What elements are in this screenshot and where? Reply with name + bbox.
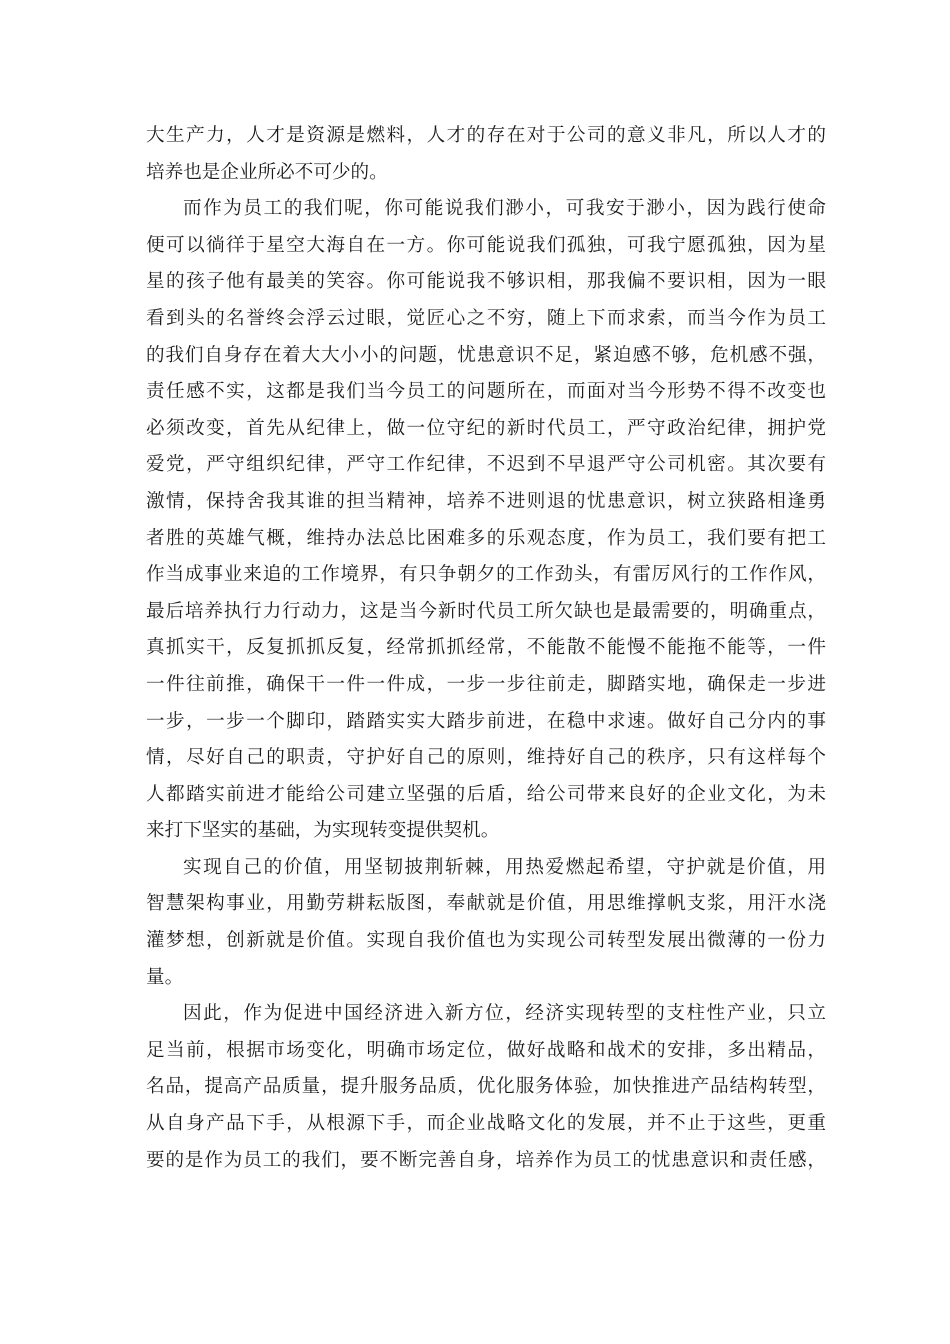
- text-line: 一步，一步一个脚印，踏踏实实大踏步前进，在稳中求速。做好自己分内的事: [146, 710, 826, 732]
- document-body: [146, 118, 826, 1179]
- text-line: 灌梦想，创新就是价值。实现自我价值也为实现公司转型发展出微薄的一份力: [146, 930, 826, 952]
- text-line: 要的是作为员工的我们，要不断完善自身，培养作为员工的忧患意识和责任感，: [146, 1149, 826, 1171]
- text-line: 足当前，根据市场变化，明确市场定位，做好战略和战术的安排，多出精品，: [146, 1039, 826, 1061]
- text-line: 因此，作为促进中国经济进入新方位，经济实现转型的支柱性产业，只立: [183, 1003, 826, 1025]
- text-line: 者胜的英雄气概，维持办法总比困难多的乐观态度，作为员工，我们要有把工: [146, 527, 826, 549]
- text-line: 大生产力，人才是资源是燃料，人才的存在对于公司的意义非凡，所以人才的: [146, 125, 826, 146]
- text-line: 作当成事业来追的工作境界，有只争朝夕的工作劲头，有雷厉风行的工作作风，: [146, 564, 826, 586]
- text-line: 真抓实干，反复抓抓反复，经常抓抓经常，不能散不能慢不能拖不能等，一件: [146, 637, 826, 659]
- text-line: 智慧架构事业，用勤劳耕耘版图，奉献就是价值，用思维撑帆支浆，用汗水浇: [146, 893, 826, 915]
- text-line: 看到头的名誉终会浮云过眼，觉匠心之不穷，随上下而求索，而当今作为员工: [146, 307, 826, 329]
- text-line: 培养也是企业所必不可少的。: [146, 161, 388, 183]
- text-line: 便可以徜徉于星空大海自在一方。你可能说我们孤独，可我宁愿孤独，因为星: [146, 234, 826, 256]
- paragraph: [146, 118, 826, 191]
- text-line: 的我们自身存在着大大小小的问题，忧患意识不足，紧迫感不够，危机感不强，: [146, 344, 826, 366]
- text-line: 最后培养执行力行动力，这是当今新时代员工所欠缺也是最需要的，明确重点，: [146, 600, 826, 622]
- text-line: 必须改变，首先从纪律上，做一位守纪的新时代员工，严守政治纪律，拥护党: [146, 417, 826, 439]
- paragraph: [146, 191, 826, 850]
- text-line: 情，尽好自己的职责，守护好自己的原则，维持好自己的秩序，只有这样每个: [146, 747, 826, 769]
- text-line: 一件往前推，确保干一件一件成，一步一步往前走，脚踏实地，确保走一步进: [146, 673, 826, 695]
- text-line: 人都踏实前进才能给公司建立坚强的后盾，给公司带来良好的企业文化，为未: [146, 783, 826, 805]
- text-line: 名品，提高产品质量，提升服务品质，优化服务体验，加快推进产品结构转型，: [146, 1076, 826, 1098]
- text-line: 从自身产品下手，从根源下手，而企业战略文化的发展，并不止于这些，更重: [146, 1113, 826, 1135]
- paragraph: [146, 850, 826, 996]
- text-line: 量。: [146, 966, 184, 988]
- text-line: 来打下坚实的基础，为实现转变提供契机。: [146, 820, 500, 842]
- text-line: 而作为员工的我们呢，你可能说我们渺小，可我安于渺小，因为践行使命: [183, 198, 826, 220]
- text-line: 爱党，严守组织纪律，严守工作纪律，不迟到不早退严守公司机密。其次要有: [146, 454, 826, 476]
- text-line: 实现自己的价值，用坚韧披荆斩棘，用热爱燃起希望，守护就是价值，用: [183, 856, 826, 878]
- text-line: 星的孩子他有最美的笑容。你可能说我不够识相，那我偏不要识相，因为一眼: [146, 271, 826, 293]
- paragraph: [146, 996, 826, 1179]
- text-line: 激情，保持舍我其谁的担当精神，培养不进则退的忧患意识，树立狭路相逢勇: [146, 490, 826, 512]
- text-line: 责任感不实，这都是我们当今员工的问题所在，而面对当今形势不得不改变也: [146, 381, 826, 403]
